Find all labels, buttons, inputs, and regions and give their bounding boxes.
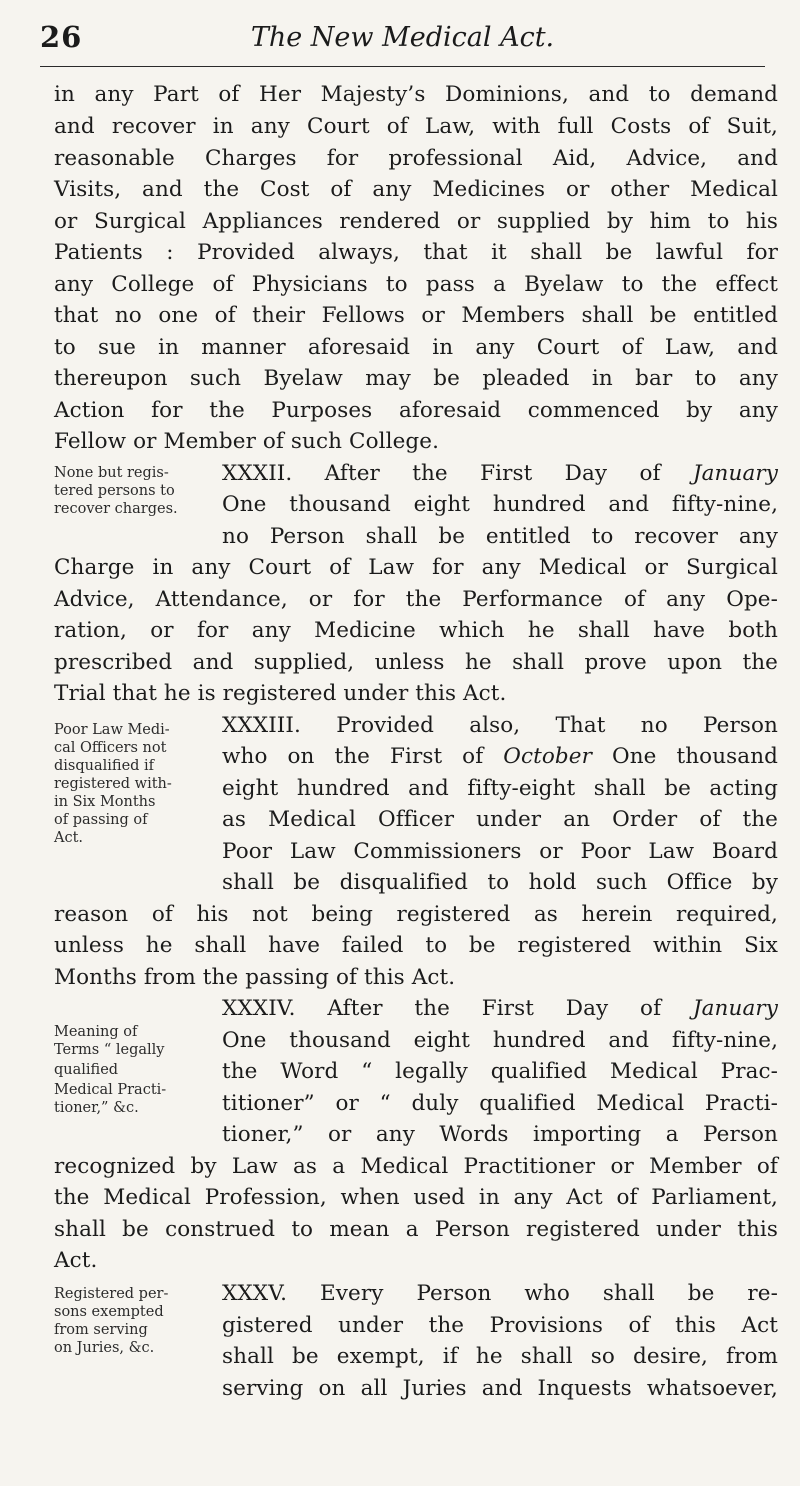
text-line: in any Part of Her Majesty’s Dominions, and to demand (54, 82, 778, 107)
margin-note-line: recover charges. (54, 501, 178, 517)
section-heading-line (222, 994, 778, 1024)
text-span: who on the First of (222, 744, 504, 769)
text-line: Act. (54, 1248, 98, 1273)
text-line: One thousand eight hundred and fifty-nine, (222, 492, 778, 517)
text-line: thereupon such Byelaw may be pleaded in bar to any (54, 366, 778, 391)
text-span: One thousand (592, 744, 779, 769)
text-line: Action for the Purposes aforesaid commenced by any (54, 398, 778, 423)
text-line: any College of Physicians to pass a Byelaw to the effect (54, 272, 778, 297)
margin-note-line: sons exempted (54, 1304, 164, 1320)
text-line (222, 742, 778, 772)
text-line: shall be construed to mean a Person registered under this (54, 1217, 778, 1242)
text-line: and recover in any Court of Law, with full Costs of Suit, (54, 114, 778, 139)
text-line: as Medical Officer under an Order of the (222, 807, 778, 832)
margin-note-line: Meaning of (54, 1024, 138, 1040)
margin-note-line: Registered per- (54, 1286, 169, 1302)
text-line: shall be exempt, if he shall so desire, from (222, 1344, 778, 1369)
margin-note-line: disqualified if (54, 758, 155, 774)
text-line: Charge in any Court of Law for any Medical or Surgical (54, 555, 778, 580)
running-title: The New Medical Act. (250, 22, 555, 53)
text-line: eight hundred and fifty-eight shall be acting (222, 776, 778, 801)
text-line: Visits, and the Cost of any Medicines or other Medical (54, 177, 778, 202)
month-name: October (503, 744, 592, 769)
section-heading-line (222, 459, 778, 489)
margin-note-line: Terms “ legally (54, 1042, 165, 1058)
margin-note-line: in Six Months (54, 794, 156, 810)
margin-note-line: on Juries, &c. (54, 1340, 155, 1356)
margin-note-line: Act. (54, 830, 84, 846)
text-line: Fellow or Member of such College. (54, 429, 440, 454)
margin-note-line: None but regis- (54, 465, 169, 481)
margin-note-line: Poor Law Medi- (54, 722, 170, 738)
text-line: Months from the passing of this Act. (54, 965, 456, 990)
page-number: 26 (40, 20, 83, 54)
text-line: titioner” or “ duly qualified Medical Practi- (222, 1091, 778, 1116)
margin-note-line: of passing of (54, 812, 148, 828)
month-name: January (692, 996, 778, 1021)
section-heading-line: XXXIII. Provided also, That no Person (222, 713, 778, 738)
text-span: XXXII. After the First Day of (222, 461, 693, 486)
text-line: that no one of their Fellows or Members shall be entitled (54, 303, 778, 328)
page-header (40, 18, 765, 67)
margin-note-line: tioner,” &c. (54, 1100, 139, 1116)
margin-note-line: Medical Practi- (54, 1082, 167, 1098)
margin-note-line: qualified (54, 1062, 119, 1078)
text-line: reason of his not being registered as herein required, (54, 902, 778, 927)
month-name: January (692, 461, 778, 486)
text-line: the Word “ legally qualified Medical Prac- (222, 1059, 778, 1084)
text-line: Advice, Attendance, or for the Performance of any Ope- (54, 587, 778, 612)
text-line: Poor Law Commissioners or Poor Law Board (222, 839, 778, 864)
margin-note-line: from serving (54, 1322, 148, 1338)
text-line: tioner,” or any Words importing a Person (222, 1122, 778, 1147)
text-span: XXXIV. After the First Day of (222, 996, 693, 1021)
section-heading-line: XXXV. Every Person who shall be re- (222, 1281, 778, 1306)
text-line: no Person shall be entitled to recover any (222, 524, 778, 549)
text-line: serving on all Juries and Inquests whatsoever, (222, 1376, 778, 1401)
text-line: Trial that he is registered under this Act. (54, 681, 507, 706)
text-line: ration, or for any Medicine which he shall have both (54, 618, 778, 643)
text-line: the Medical Profession, when used in any Act of Parliament, (54, 1185, 778, 1210)
text-line: unless he shall have failed to be registered within Six (54, 933, 778, 958)
text-line: prescribed and supplied, unless he shall prove upon the (54, 650, 778, 675)
text-line: gistered under the Provisions of this Act (222, 1313, 778, 1338)
margin-note-line: registered with- (54, 776, 172, 792)
text-line: Patients : Provided always, that it shall be lawful for (54, 240, 778, 265)
text-line: One thousand eight hundred and fifty-nine, (222, 1028, 778, 1053)
text-line: shall be disqualified to hold such Office by (222, 870, 778, 895)
text-line: recognized by Law as a Medical Practitioner or Member of (54, 1154, 778, 1179)
margin-note-line: cal Officers not (54, 740, 167, 756)
text-line: to sue in manner aforesaid in any Court of Law, and (54, 335, 778, 360)
text-line: reasonable Charges for professional Aid, Advice, and (54, 146, 778, 171)
margin-note-line: tered persons to (54, 483, 175, 499)
text-line: or Surgical Appliances rendered or supplied by him to his (54, 209, 778, 234)
